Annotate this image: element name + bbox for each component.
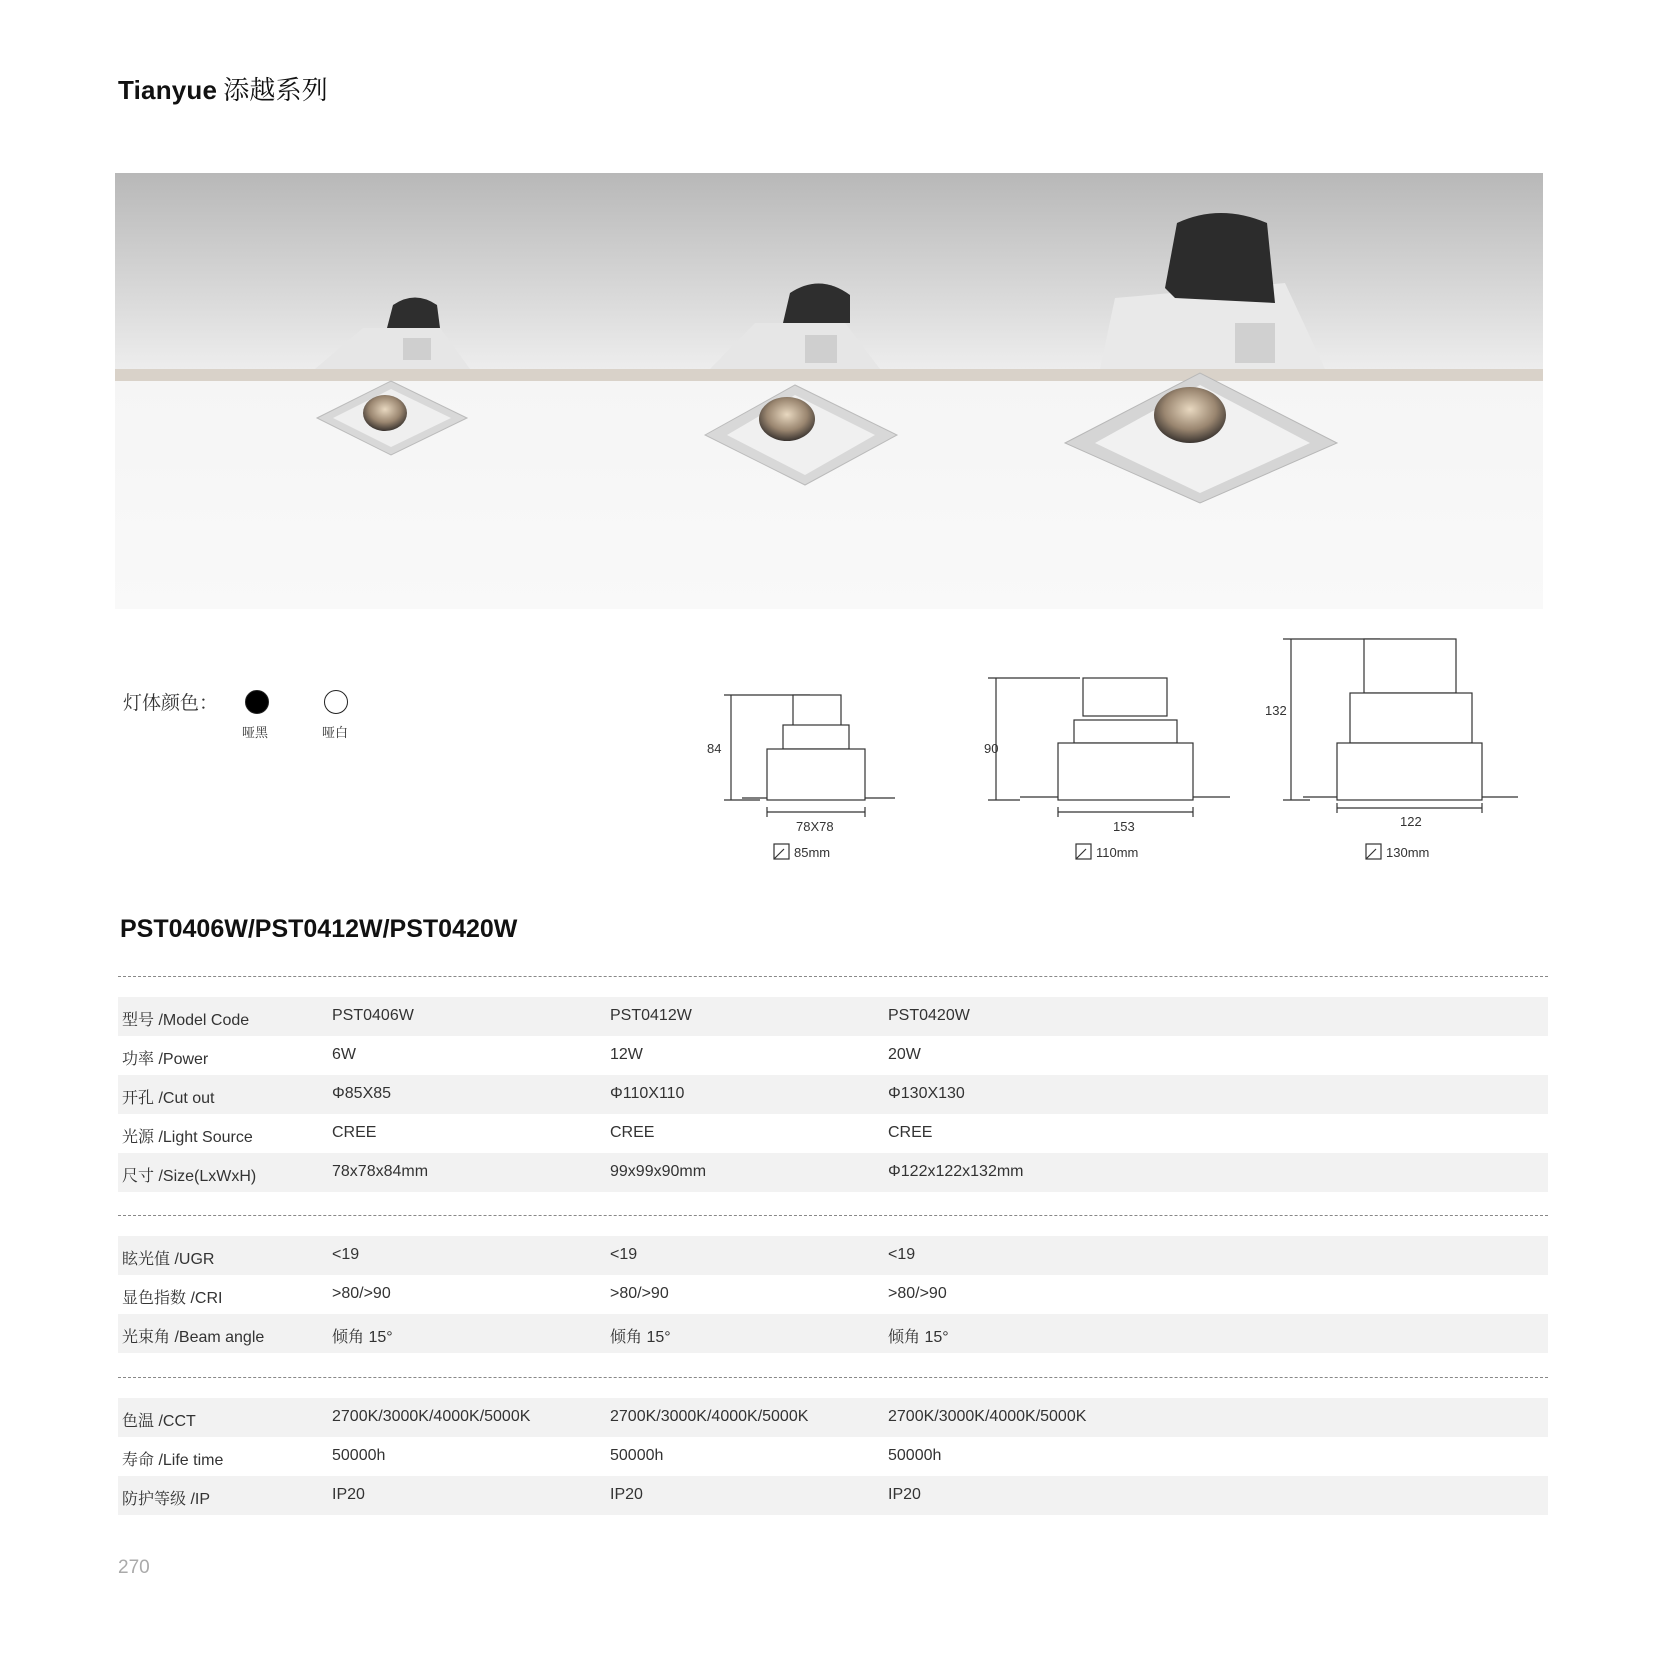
spec-value: Φ110X110 [610, 1085, 685, 1102]
spec-value: <19 [888, 1246, 916, 1263]
spec-row [118, 1476, 1548, 1515]
body-color-label: 灯体颜色： [123, 693, 219, 714]
spec-row [118, 1036, 1548, 1075]
spec-value: <19 [610, 1246, 638, 1263]
spec-value: CREE [610, 1124, 655, 1141]
spec-label: 功率 /Power [122, 1051, 209, 1068]
drawing-medium-width: 153 [1113, 819, 1135, 834]
spec-value: PST0420W [888, 1007, 970, 1024]
drawing-large-width: 122 [1400, 814, 1422, 829]
spec-value: 倾角 15° [610, 1329, 671, 1346]
spec-label: 显色指数 /CRI [122, 1290, 223, 1307]
spec-label: 寿命 /Life time [122, 1452, 224, 1469]
drawing-large-cutout: 130mm [1386, 845, 1430, 860]
product-hero-image [115, 173, 1543, 609]
drawing-small-cutout: 85mm [794, 845, 831, 860]
spec-group-basic [118, 997, 1548, 1192]
spec-value: 2700K/3000K/4000K/5000K [888, 1408, 1087, 1425]
spec-group-electrical [118, 1398, 1548, 1515]
spec-label: 光源 /Light Source [122, 1129, 253, 1146]
spec-label: 开孔 /Cut out [122, 1090, 215, 1107]
spec-value: >80/>90 [610, 1285, 669, 1302]
drawing-small-width: 78X78 [796, 819, 834, 834]
model-title: PST0406W/PST0412W/PST0420W [120, 915, 518, 943]
spec-row [118, 1153, 1548, 1192]
series-title-cn: 添越系列 [223, 75, 328, 105]
spec-label: 色温 /CCT [122, 1413, 196, 1430]
dimension-drawing-large [1265, 639, 1518, 860]
drawing-large-height: 132 [1265, 703, 1287, 718]
divider [118, 1377, 1548, 1378]
dimension-drawing-medium [984, 678, 1230, 860]
spec-row [118, 1236, 1548, 1275]
spec-value: 12W [610, 1046, 643, 1063]
spec-value: IP20 [610, 1486, 643, 1503]
spec-group-optical [118, 1236, 1548, 1353]
spec-value: IP20 [332, 1486, 365, 1503]
spec-value: Φ85X85 [332, 1085, 392, 1102]
spec-value: 倾角 15° [888, 1329, 949, 1346]
dimension-drawings [700, 625, 1550, 875]
spec-value: 20W [888, 1046, 921, 1063]
spec-value: 50000h [332, 1447, 386, 1464]
spec-row [118, 1275, 1548, 1314]
spec-value: 2700K/3000K/4000K/5000K [610, 1408, 809, 1425]
spec-value: 6W [332, 1046, 356, 1063]
divider [118, 976, 1548, 977]
spec-value: 2700K/3000K/4000K/5000K [332, 1408, 531, 1425]
spec-row [118, 1398, 1548, 1437]
divider [118, 1215, 1548, 1216]
spec-value: PST0406W [332, 1007, 414, 1024]
spec-value: Φ130X130 [888, 1085, 965, 1102]
spec-value: CREE [332, 1124, 377, 1141]
spec-label: 光束角 /Beam angle [122, 1329, 265, 1346]
spec-row [118, 1437, 1548, 1476]
spec-row [118, 1314, 1548, 1353]
spec-value: >80/>90 [888, 1285, 947, 1302]
color-swatch-label-black: 哑黑 [242, 725, 269, 740]
spec-value: PST0412W [610, 1007, 692, 1024]
drawing-medium-cutout: 110mm [1096, 845, 1139, 860]
spec-value: >80/>90 [332, 1285, 391, 1302]
drawing-small-height: 84 [707, 741, 722, 756]
color-swatch-label-white: 哑白 [322, 725, 349, 740]
spec-row [118, 997, 1548, 1036]
spec-value: CREE [888, 1124, 933, 1141]
series-title-en: Tianyue [118, 75, 218, 105]
spec-row [118, 1075, 1548, 1114]
dimension-drawing-small [707, 695, 895, 860]
spec-row [118, 1114, 1548, 1153]
page-number: 270 [118, 1557, 150, 1578]
spec-value: Φ122x122x132mm [888, 1163, 1024, 1180]
spec-value: 78x78x84mm [332, 1163, 429, 1180]
spec-label: 眩光值 /UGR [122, 1251, 215, 1268]
spec-label: 防护等级 /IP [122, 1491, 211, 1508]
spec-value: 50000h [610, 1447, 664, 1464]
spec-value: IP20 [888, 1486, 921, 1503]
spec-value: 倾角 15° [332, 1329, 393, 1346]
spec-label: 型号 /Model Code [122, 1012, 250, 1029]
color-swatch-matte-white [324, 690, 348, 714]
spec-label: 尺寸 /Size(LxWxH) [122, 1168, 257, 1185]
drawing-medium-height: 90 [984, 741, 999, 756]
color-swatch-matte-black [245, 690, 269, 714]
spec-value: <19 [332, 1246, 360, 1263]
spec-value: 50000h [888, 1447, 942, 1464]
spec-value: 99x99x90mm [610, 1163, 707, 1180]
series-title [118, 70, 328, 107]
